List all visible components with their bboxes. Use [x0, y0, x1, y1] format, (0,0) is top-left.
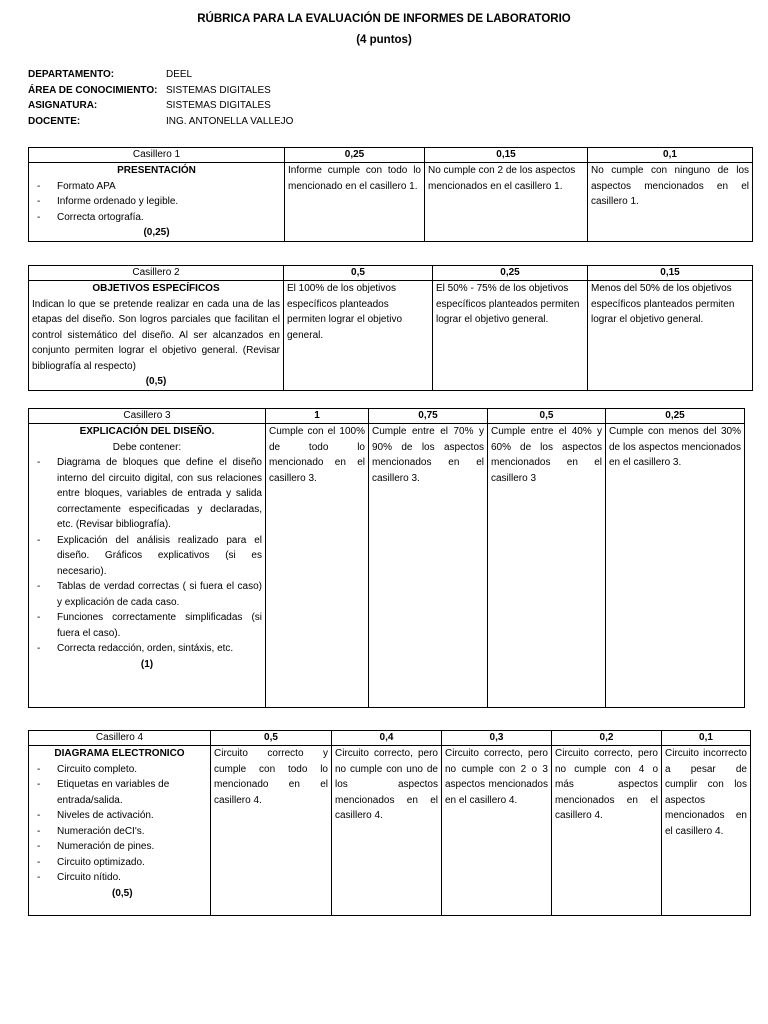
rubric-header-row [29, 731, 751, 746]
criterion-item: - Numeración deCI's. [32, 824, 207, 840]
criterion-item: - Correcta redacción, orden, sintáxis, etc. [32, 641, 262, 657]
box-label: Casillero 3 [29, 409, 266, 424]
score-header: 0,3 [442, 731, 552, 746]
info-value: DEEL [166, 69, 193, 80]
criterion-item: - Circuito optimizado. [32, 855, 207, 871]
criterion-description: Indican lo que se pretende realizar en cada una de las etapas del diseño. Son logros parciales que facilitan el control sistemático del diseño. Al ser alcanzados en conjunto permiten lograr el objetivo general. (Revisar bibliografía al respecto) [32, 298, 280, 372]
info-row-teacher [28, 114, 293, 130]
rubric-header-row [29, 409, 745, 424]
level-descriptor: El 100% de los objetivos específicos planteados permiten lograr el objetivo general. [284, 281, 433, 391]
info-value: ING. ANTONELLA VALLEJO [166, 116, 294, 128]
criterion-cell [29, 424, 266, 708]
criterion-score: (1) [140, 658, 154, 670]
rubric-table-casillero-1 [28, 147, 753, 242]
rubric-body-row [29, 424, 745, 708]
level-descriptor: Cumple con el 100% de todo lo mencionado en el casillero 3. [266, 424, 369, 708]
criterion-item: - Diagrama de bloques que define el diseño interno del circuito digital, con sus relaciones entre bloques, variables de entrada y salida correctamente especificadas y declaradas, etc. (Revisar bibliografía). [32, 455, 262, 533]
score-header: 0,15 [425, 148, 588, 163]
score-header: 0,5 [284, 266, 433, 281]
score-header: 0,25 [606, 409, 745, 424]
level-descriptor: Cumple entre el 70% y 90% de los aspectos mencionados en el casillero 3. [369, 424, 488, 708]
info-label: ÁREA DE CONOCIMIENTO: [28, 84, 158, 96]
criterion-item: - Niveles de activación. [32, 808, 207, 824]
criterion-cell [29, 163, 285, 242]
box-label: Casillero 2 [29, 266, 284, 281]
criterion-item: - Funciones correctamente simplificadas (si fuera el caso). [32, 610, 262, 641]
level-descriptor: Circuito correcto, pero no cumple con 4 o más aspectos mencionados en el casillero 4. [552, 746, 662, 916]
score-header: 0,75 [369, 409, 488, 424]
criterion-title: EXPLICACIÓN DEL DISEÑO. [79, 426, 215, 437]
level-descriptor: Circuito correcto, pero no cumple con uno de los aspectos mencionados en el casillero 4. [332, 746, 442, 916]
info-label: DEPARTAMENTO: [28, 69, 115, 80]
criterion-list [32, 762, 207, 886]
criterion-item: - Numeración de pines. [32, 839, 207, 855]
rubric-table-casillero-3 [28, 408, 745, 708]
info-block [28, 67, 293, 130]
document-title: RÚBRICA PARA LA EVALUACIÓN DE INFORMES DE LABORATORIO [197, 13, 571, 25]
rubric-header-row [29, 266, 753, 281]
criterion-item: - Informe ordenado y legible. [32, 194, 281, 210]
criterion-title: OBJETIVOS ESPECÍFICOS [92, 283, 220, 294]
box-label: Casillero 1 [29, 148, 285, 163]
score-header: 0,1 [588, 148, 753, 163]
level-descriptor: El 50% - 75% de los objetivos específicos planteados permiten lograr el objetivo general. [433, 281, 588, 391]
info-label: DOCENTE: [28, 116, 81, 128]
rubric-table-casillero-4 [28, 730, 751, 916]
criterion-item: - Circuito nítido. [32, 870, 207, 886]
level-descriptor: Circuito incorrecto a pesar de cumplir con los aspectos mencionados en el casillero 4. [662, 746, 751, 916]
info-label: ASIGNATURA: [28, 100, 98, 112]
criterion-score: (0,5) [145, 376, 167, 387]
score-header: 0,1 [662, 731, 751, 746]
info-value: SISTEMAS DIGITALES [166, 100, 271, 112]
criterion-score: (0,25) [143, 227, 170, 238]
info-value: SISTEMAS DIGITALES [166, 84, 271, 96]
criterion-title: PRESENTACIÓN [117, 165, 196, 176]
rubric-body-row [29, 281, 753, 391]
criterion-title: DIAGRAMA ELECTRONICO [54, 748, 185, 759]
rubric-body-row [29, 163, 753, 242]
score-header: 0,5 [211, 731, 332, 746]
score-header: 0,2 [552, 731, 662, 746]
level-descriptor: Informe cumple con todo lo mencionado en el casillero 1. [285, 163, 425, 242]
criterion-item: - Circuito completo. [32, 762, 207, 778]
level-descriptor: No cumple con 2 de los aspectos mencionados en el casillero 1. [425, 163, 588, 242]
level-descriptor: No cumple con ninguno de los aspectos mencionados en el casillero 1. [588, 163, 753, 242]
score-header: 1 [266, 409, 369, 424]
score-header: 0,25 [285, 148, 425, 163]
rubric-header-row [29, 148, 753, 163]
criterion-item: - Explicación del análisis realizado para el diseño. Gráficos explicativos (si es necesario). [32, 533, 262, 580]
score-header: 0,25 [433, 266, 588, 281]
level-descriptor: Circuito correcto y cumple con todo lo mencionado en el casillero 4. [211, 746, 332, 916]
criterion-item: - Formato APA [32, 179, 281, 195]
score-header: 0,4 [332, 731, 442, 746]
score-header: 0,15 [588, 266, 753, 281]
criterion-cell [29, 281, 284, 391]
info-row-subject [28, 98, 293, 114]
criterion-item: - Tablas de verdad correctas ( si fuera el caso) y explicación de cada caso. [32, 579, 262, 610]
criterion-cell [29, 746, 211, 916]
info-row-knowledge-area [28, 83, 293, 99]
level-descriptor: Cumple entre el 40% y 60% de los aspectos mencionados en el casillero 3 [488, 424, 606, 708]
score-header: 0,5 [488, 409, 606, 424]
info-row-department [28, 67, 293, 83]
criterion-item: - Correcta ortografía. [32, 210, 281, 226]
box-label: Casillero 4 [29, 731, 211, 746]
criterion-list [32, 179, 281, 226]
rubric-table-casillero-2 [28, 265, 753, 391]
level-descriptor: Menos del 50% de los objetivos específicos planteados permiten lograr el objetivo general. [588, 281, 753, 391]
rubric-body-row [29, 746, 751, 916]
criterion-item: - Etiquetas en variables de entrada/salida. [32, 777, 207, 808]
level-descriptor: Cumple con menos del 30% de los aspectos mencionados en el casillero 3. [606, 424, 745, 708]
document-points: (4 puntos) [356, 34, 412, 46]
criterion-description: Debe contener: [112, 441, 182, 453]
criterion-score: (0,5) [112, 887, 133, 899]
level-descriptor: Circuito correcto, pero no cumple con 2 o 3 aspectos mencionados en el casillero 4. [442, 746, 552, 916]
criterion-list [32, 455, 262, 657]
